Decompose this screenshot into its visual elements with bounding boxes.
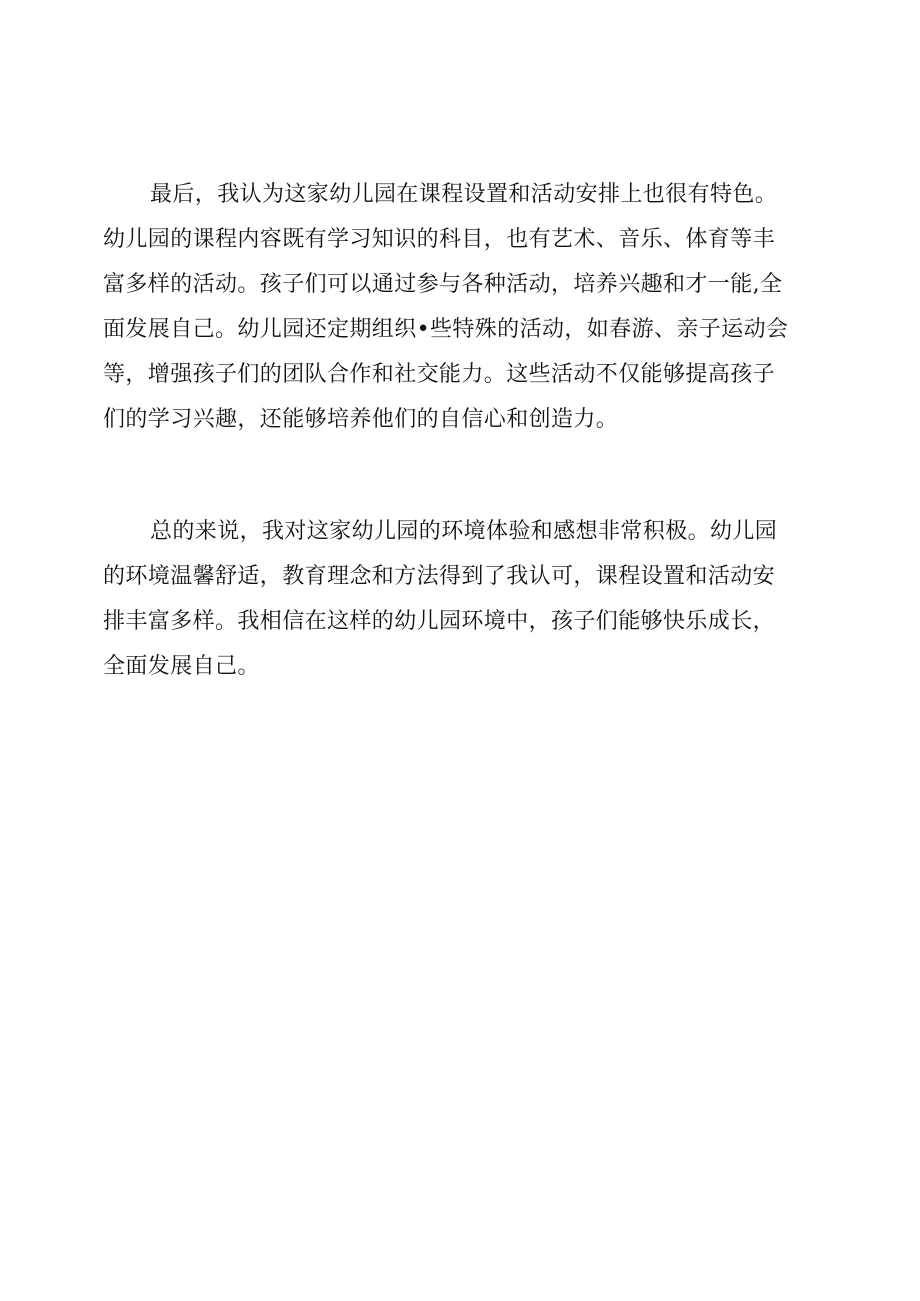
paragraph-line: 排丰富多样。我相信在这样的幼儿园环境中，孩子们能够快乐成长， bbox=[103, 609, 776, 634]
paragraph-line: 总的来说，我对这家幼儿园的环境体验和感想非常积极。幼儿园 bbox=[150, 519, 778, 544]
paragraph-line: 面发展自己。幼儿园还定期组织•些特殊的活动，如春游、亲子运动会 bbox=[103, 317, 789, 342]
paragraph-line: 最后，我认为这家幼儿园在课程设置和活动安排上也很有特色。 bbox=[150, 182, 778, 207]
paragraph-line: 们的学习兴趣，还能够培养他们的自信心和创造力。 bbox=[103, 407, 619, 432]
paragraph-line: 的环境温馨舒适，教育理念和方法得到了我认可，课程设置和活动安 bbox=[103, 564, 776, 589]
paragraph-line: 富多样的活动。孩子们可以通过参与各种活动，培养兴趣和才一能,全 bbox=[103, 272, 783, 297]
paragraph-line: 全面发展自己。 bbox=[103, 654, 260, 679]
paragraph-line: 幼儿园的课程内容既有学习知识的科目，也有艺术、音乐、体育等丰 bbox=[103, 227, 776, 252]
paragraph-line: 等，增强孩子们的团队合作和社交能力。这些活动不仅能够提高孩子 bbox=[103, 362, 776, 387]
